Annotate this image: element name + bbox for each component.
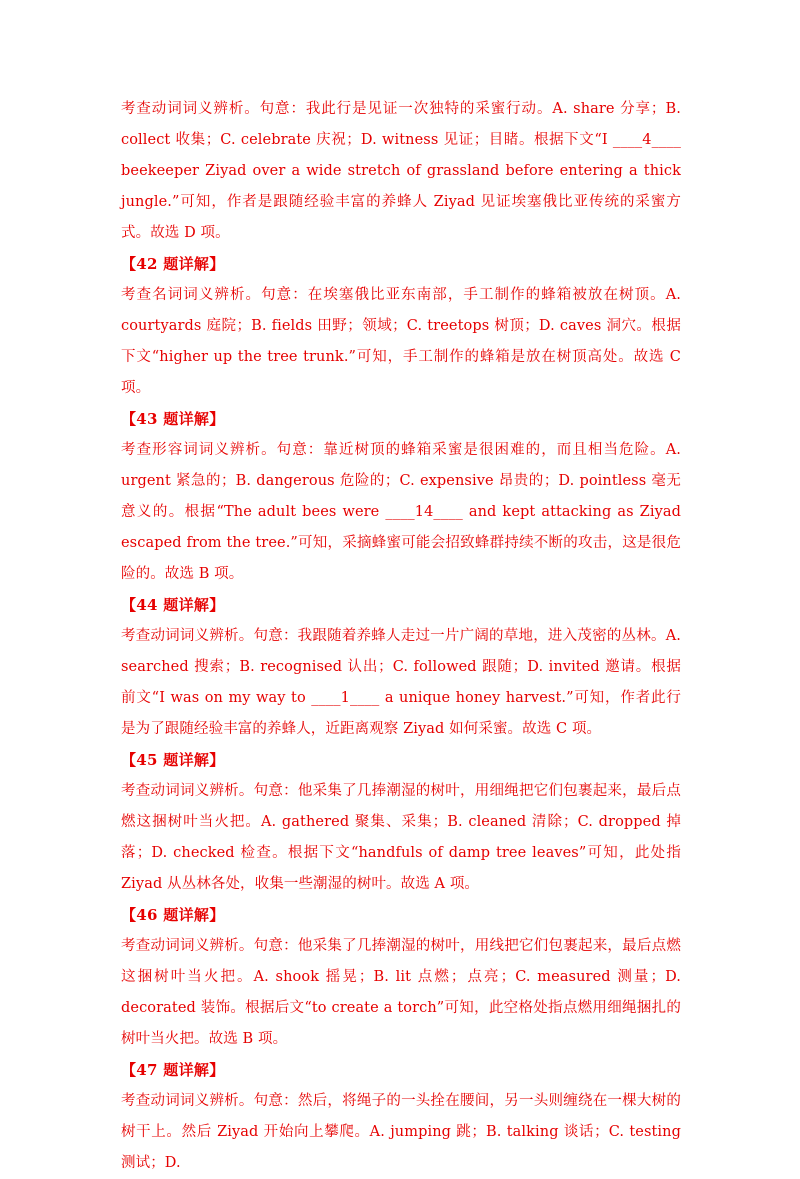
heading-43: 【43 题详解】 xyxy=(121,410,225,428)
explanation-44: 考查动词词义辨析。句意：我跟随着养蜂人走过一片广阔的草地，进入茂密的丛林。A. searched 搜索；B. recognised 认出；C. followed 跟随；D. invited 邀请。根据前文“I was on my way to ____1____ a unique honey harvest.”可知，作者此行是为了跟随经验丰富的养蜂人，近距离观察 Ziyad 如何采蜜。故选 C 项。 xyxy=(121,628,681,737)
explanation-46: 考查动词词义辨析。句意：他采集了几捧潮湿的树叶，用线把它们包裹起来，最后点燃这捆树叶当火把。A. shook 摇晃；B. lit 点燃；点亮；C. measured 测量；D. decorated 装饰。根据后文“to create a torch”可知，此空格处指点燃用细绳捆扎的树叶当火把。故选 B 项。 xyxy=(121,938,681,1047)
explanation-45: 考查动词词义辨析。句意：他采集了几捧潮湿的树叶，用细绳把它们包裹起来，最后点燃这捆树叶当火把。A. gathered 聚集、采集；B. cleaned 清除；C. dropped 掉落；D. checked 检查。根据下文“handfuls of damp tree leaves”可知，此处指 Ziyad 从丛林各处，收集一些潮湿的树叶。故选 A 项。 xyxy=(121,783,681,892)
explanation-43: 考查形容词词义辨析。句意：靠近树顶的蜂箱采蜜是很困难的，而且相当危险。A. urgent 紧急的；B. dangerous 危险的；C. expensive 昂贵的；D. pointless 毫无意义的。根据“The adult bees were ____14____ and kept attacking as Ziyad escaped from the tree.”可知，采摘蜂蜜可能会招致蜂群持续不断的攻击，这是很危险的。故选 B 项。 xyxy=(121,442,681,582)
explanation-47: 考查动词词义辨析。句意：然后，将绳子的一头拴在腰间，另一头则缠绕在一棵大树的树干上。然后 Ziyad 开始向上攀爬。A. jumping 跳；B. talking 谈话；C. testing 测试；D. xyxy=(121,1093,681,1171)
explanation-41-continued: 考查动词词义辨析。句意：我此行是见证一次独特的采蜜行动。A. share 分享；B. collect 收集；C. celebrate 庆祝；D. witness 见证；目睹。根据下文“I ____4____ beekeeper Ziyad over a wide stretch of grassland before entering a thick jungle.”可知，作者是跟随经验丰富的养蜂人 Ziyad 见证埃塞俄比亚传统的采蜜方式。故选 D 项。 xyxy=(121,101,681,241)
document-body xyxy=(121,94,681,1179)
heading-44: 【44 题详解】 xyxy=(121,596,225,614)
heading-47: 【47 题详解】 xyxy=(121,1061,225,1079)
explanation-42: 考查名词词义辨析。句意：在埃塞俄比亚东南部，手工制作的蜂箱被放在树顶。A. courtyards 庭院；B. fields 田野；领域；C. treetops 树顶；D. caves 洞穴。根据下文“higher up the tree trunk.”可知，手工制作的蜂箱是放在树顶高处。故选 C 项。 xyxy=(121,287,681,396)
heading-42: 【42 题详解】 xyxy=(121,255,225,273)
heading-46: 【46 题详解】 xyxy=(121,906,225,924)
heading-45: 【45 题详解】 xyxy=(121,751,225,769)
